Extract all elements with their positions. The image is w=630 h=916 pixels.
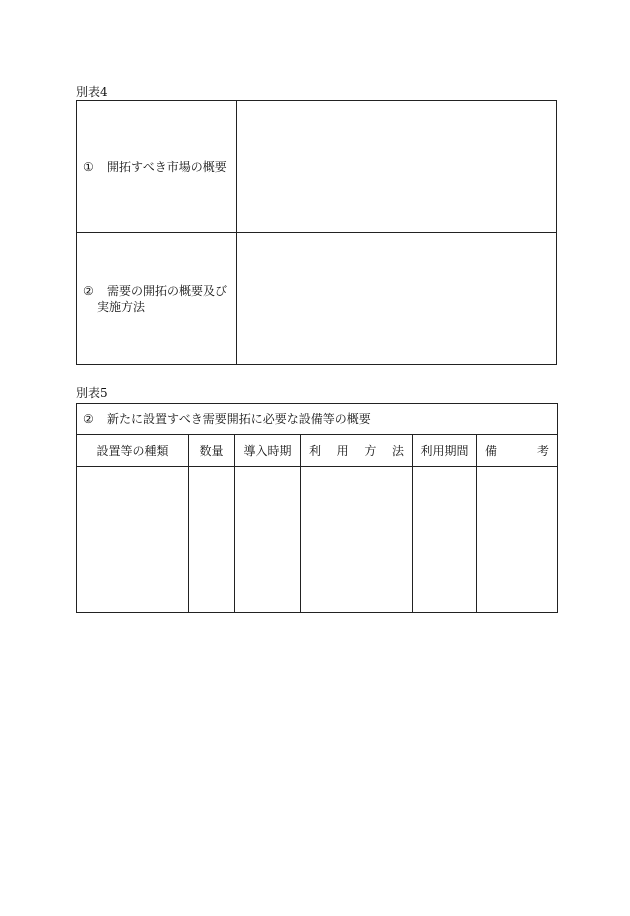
row-number: ② <box>83 283 94 298</box>
equipment-title-text: 新たに設置すべき需要開拓に必要な設備等の概要 <box>107 412 371 426</box>
row-label-continuation: 実施方法 <box>97 299 146 314</box>
row-label: 開拓すべき市場の概要 <box>107 159 227 174</box>
remarks-value-cell <box>477 467 558 613</box>
table4-caption: 別表4 <box>76 85 108 99</box>
table-title-row <box>77 404 558 435</box>
column-header-use-period: 利用期間 <box>413 435 477 467</box>
column-header-quantity: 数量 <box>189 435 235 467</box>
usage-char-2: 用 <box>336 443 349 458</box>
intro-period-value-cell <box>235 467 301 613</box>
column-header-type: 設置等の種類 <box>77 435 189 467</box>
usage-char-4: 法 <box>391 443 404 458</box>
column-header-usage-method <box>301 435 413 467</box>
title-number: ② <box>83 412 94 426</box>
market-overview-label-cell <box>77 101 237 233</box>
column-header-intro-period: 導入時期 <box>235 435 301 467</box>
remarks-char-1: 備 <box>485 443 498 458</box>
column-header-remarks <box>477 435 558 467</box>
equipment-overview-table <box>76 403 558 613</box>
usage-method-value-cell <box>301 467 413 613</box>
use-period-value-cell <box>413 467 477 613</box>
row-label: 需要の開拓の概要及び <box>107 283 228 298</box>
demand-method-label-cell <box>77 233 237 365</box>
usage-char-1: 利 <box>309 443 322 458</box>
market-overview-value-cell <box>237 101 557 233</box>
remarks-char-2: 考 <box>537 443 550 458</box>
quantity-value-cell <box>189 467 235 613</box>
market-overview-table <box>76 100 557 365</box>
table-row <box>77 101 557 233</box>
table-row <box>77 233 557 365</box>
usage-char-3: 方 <box>364 443 377 458</box>
table-header-row <box>77 435 558 467</box>
demand-method-value-cell <box>237 233 557 365</box>
table-row <box>77 467 558 613</box>
table5-caption: 別表5 <box>76 386 108 400</box>
row-number: ① <box>83 159 94 174</box>
type-value-cell <box>77 467 189 613</box>
equipment-title-cell <box>77 404 558 435</box>
